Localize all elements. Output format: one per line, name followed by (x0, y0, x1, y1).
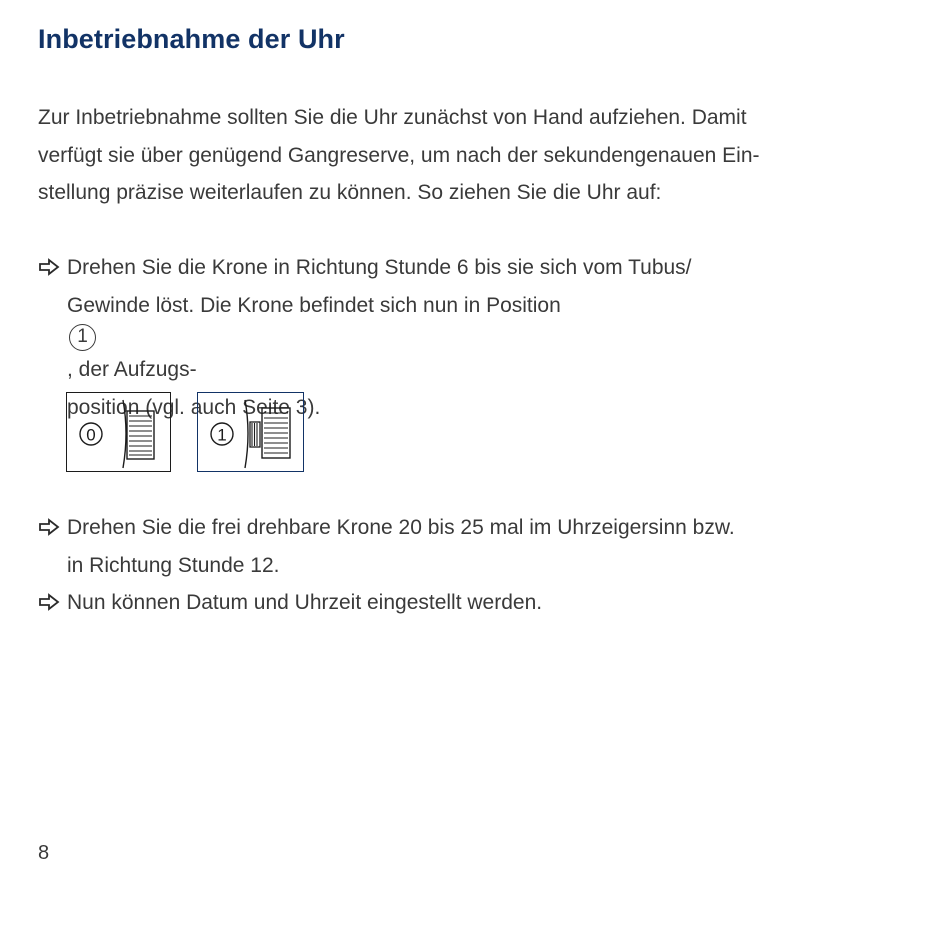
arrow-right-icon (38, 593, 60, 611)
page-number: 8 (38, 842, 50, 864)
arrow-right-icon (38, 518, 60, 536)
arrow-right-icon (38, 258, 60, 276)
step-3-line: Nun können Datum und Uhrzeit eingestellt werden. (67, 591, 543, 614)
position-1-marker: 1 (69, 324, 96, 351)
step-2 (38, 509, 918, 584)
figure-1-label: 1 (217, 425, 227, 445)
step-1-text: , der Aufzugs- (67, 358, 197, 381)
step-2-line: in Richtung Stunde 12. (67, 553, 280, 577)
intro-line: verfügt sie über genügend Gangreserve, um nach der sekundengenauen Ein- (38, 143, 760, 167)
crown-position-1-figure (197, 392, 304, 472)
step-1-text: Gewinde löst. Die Krone befindet sich nun in Position (67, 293, 561, 317)
step-2-line: Drehen Sie die frei drehbare Krone 20 bis 25 mal im Uhrzeigersinn bzw. (67, 516, 735, 539)
intro-paragraph (38, 99, 898, 212)
step-3 (38, 584, 918, 622)
crown-position-0-figure (66, 392, 171, 472)
step-1-line: position (vgl. auch Seite 3). (67, 395, 321, 419)
intro-line: stellung präzise weiterlaufen zu können. So ziehen Sie die Uhr auf: (38, 181, 662, 204)
page-title: Inbetriebnahme der Uhr (38, 24, 345, 54)
step-1-line (67, 287, 918, 389)
crown-position-0-diagram (67, 393, 172, 473)
intro-line: Zur Inbetriebnahme sollten Sie die Uhr zunächst von Hand aufziehen. Damit (38, 106, 747, 129)
figure-0-label: 0 (86, 425, 96, 445)
step-1-line: Drehen Sie die Krone in Richtung Stunde 6 bis sie sich vom Tubus/ (67, 256, 692, 279)
crown-position-1-diagram (198, 393, 305, 473)
